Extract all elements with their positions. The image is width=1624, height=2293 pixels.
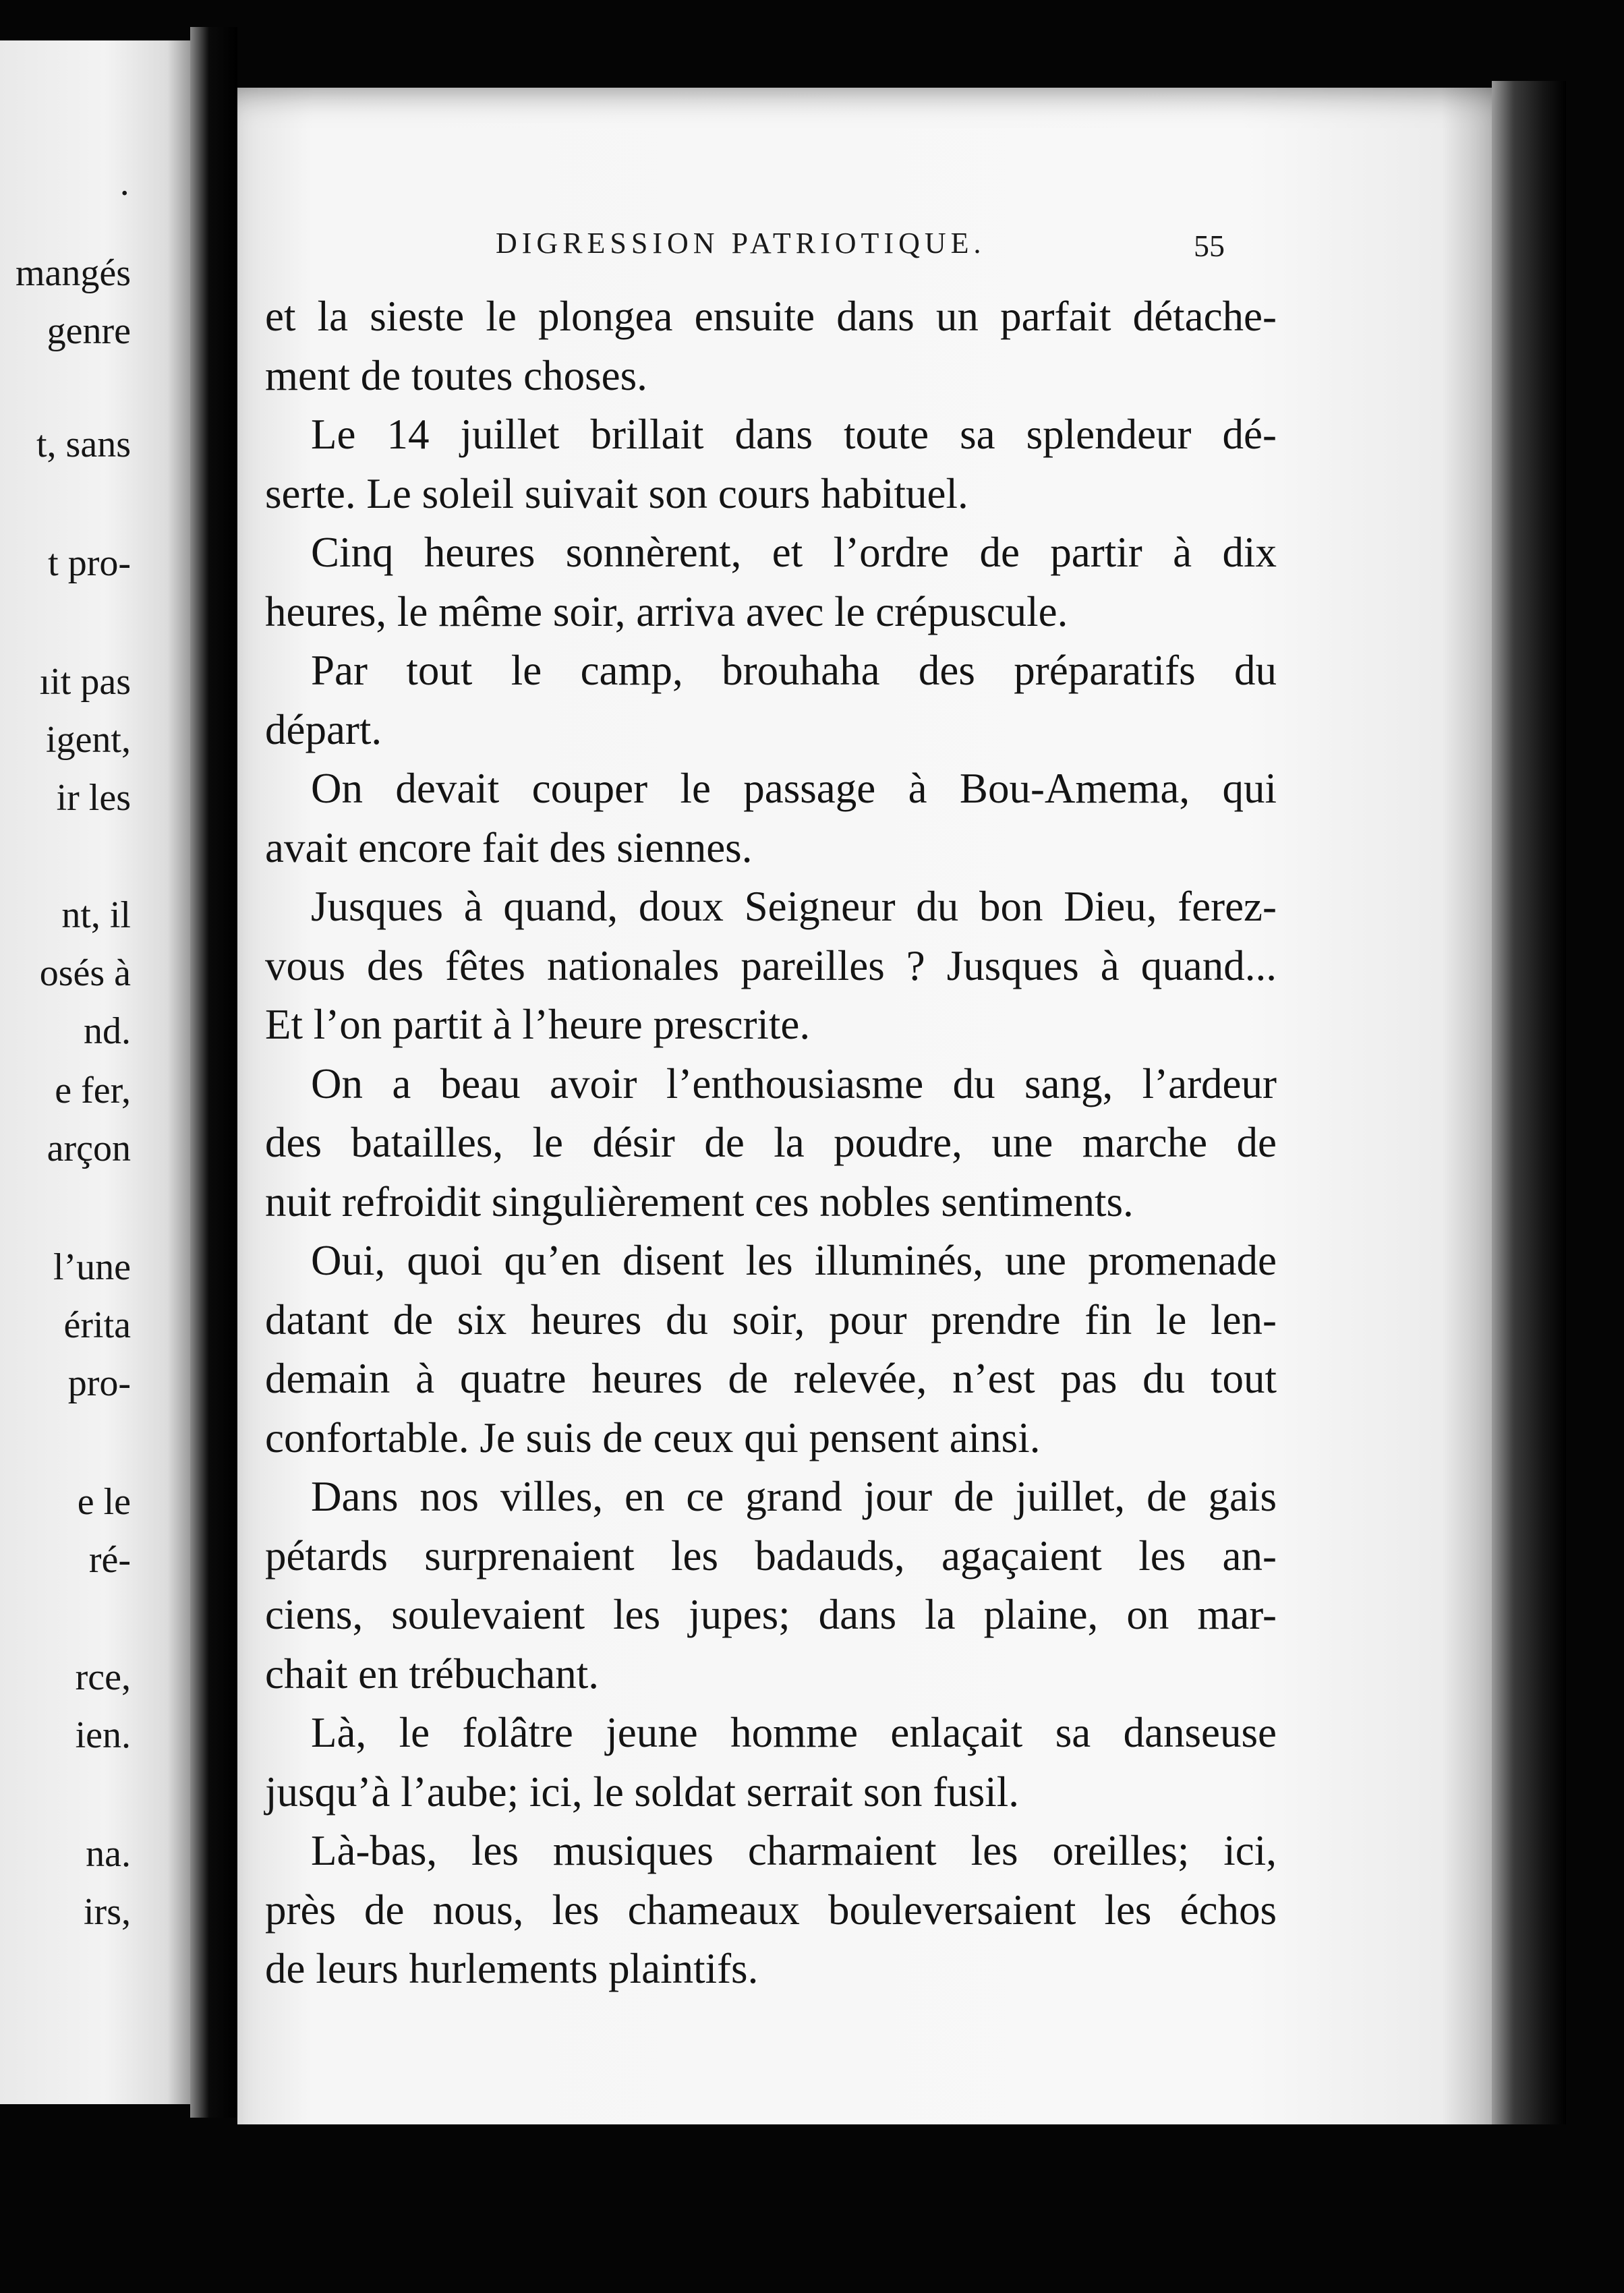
left-page-fragment: ir les: [56, 777, 131, 819]
text-line: départ.: [265, 705, 382, 753]
left-page-fragment: pro-: [67, 1362, 131, 1404]
left-page-fragment: osés à: [39, 952, 131, 994]
left-page-fragment: igent,: [46, 719, 131, 761]
book-gutter: [190, 27, 237, 2118]
body-text: [265, 287, 1277, 1999]
left-page-fragment: arçon: [47, 1128, 131, 1169]
text-line: avait encore fait des siennes.: [265, 823, 753, 871]
text-line: ciens, soulevaient les jupes; dans la plaine, on mar-: [265, 1591, 1277, 1638]
text-line: datant de six heures du soir, pour prendre fin le len-: [265, 1296, 1277, 1343]
text-line: Par tout le camp, brouhaha des préparatifs du: [311, 647, 1277, 694]
left-page-fragment: genre: [47, 310, 131, 352]
left-page-fragment: t, sans: [36, 424, 131, 465]
text-line: de leurs hurlements plaintifs.: [265, 1945, 759, 1992]
left-page-fragment: l’une: [53, 1246, 131, 1288]
text-line: des batailles, le désir de la poudre, une marche de: [265, 1119, 1277, 1166]
left-page-fragment: ıit pas: [39, 661, 131, 703]
text-line: chait en trébuchant.: [265, 1650, 600, 1697]
left-page-fragment: rce,: [75, 1656, 131, 1698]
page-edge-shadow: [1492, 81, 1566, 2124]
left-page-fragment: irs,: [84, 1891, 131, 1933]
left-page-fragment: na.: [86, 1833, 131, 1875]
left-page-fragment: nt, il: [61, 894, 131, 936]
left-page-fragment: e le: [77, 1481, 131, 1523]
page-number: 55: [1194, 229, 1225, 263]
text-line: confortable. Je suis de ceux qui pensent ainsi.: [265, 1414, 1041, 1461]
text-line: vous des fêtes nationales pareilles ? Jusques à quand...: [265, 941, 1277, 989]
left-page-fragment: mangés: [15, 252, 131, 294]
text-line: nuit refroidit singulièrement ces nobles sentiments.: [265, 1178, 1134, 1225]
text-line: Cinq heures sonnèrent, et l’ordre de partir à dix: [311, 529, 1277, 576]
text-line: et la sieste le plongea ensuite dans un parfait détache-: [265, 293, 1277, 340]
left-page-fragment: e fer,: [55, 1070, 131, 1111]
left-page-fragment: érita: [63, 1304, 131, 1346]
text-line: On a beau avoir l’enthousiasme du sang, l’ardeur: [311, 1060, 1277, 1107]
text-line: demain à quatre heures de relevée, n’est pas du tout: [265, 1355, 1277, 1402]
text-line: Oui, quoi qu’en disent les illuminés, une promenade: [311, 1237, 1277, 1284]
left-page-fragment: ré-: [88, 1539, 131, 1581]
left-page-fragment: nd.: [84, 1010, 131, 1052]
running-head: DIGRESSION PATRIOTIQUE.: [496, 227, 986, 260]
text-line: jusqu’à l’aube; ici, le soldat serrait son fusil.: [265, 1768, 1019, 1816]
text-line: pétards surprenaient les badauds, agaçaient les an-: [265, 1532, 1277, 1579]
text-line: Jusques à quand, doux Seigneur du bon Dieu, ferez-: [311, 883, 1277, 930]
text-line: serte. Le soleil suivait son cours habituel.: [265, 469, 968, 517]
text-line: Le 14 juillet brillait dans toute sa splendeur dé-: [311, 411, 1277, 458]
text-line: ment de toutes choses.: [265, 351, 647, 399]
text-line: heures, le même soir, arriva avec le crépuscule.: [265, 587, 1068, 635]
left-page-fragment: ien.: [75, 1714, 131, 1756]
text-line: Et l’on partit à l’heure prescrite.: [265, 1001, 811, 1048]
text-line: Là-bas, les musiques charmaient les oreilles; ici,: [311, 1827, 1277, 1874]
left-page-fragment: ·: [118, 173, 131, 214]
left-page-fragment: t pro-: [48, 542, 131, 584]
left-facing-page: [0, 40, 190, 2104]
text-line: près de nous, les chameaux bouleversaient les échos: [265, 1886, 1277, 1934]
text-line: On devait couper le passage à Bou-Amema, qui: [311, 765, 1277, 812]
text-line: Dans nos villes, en ce grand jour de juillet, de gais: [311, 1473, 1277, 1520]
text-line: Là, le folâtre jeune homme enlaçait sa danseuse: [311, 1709, 1277, 1756]
